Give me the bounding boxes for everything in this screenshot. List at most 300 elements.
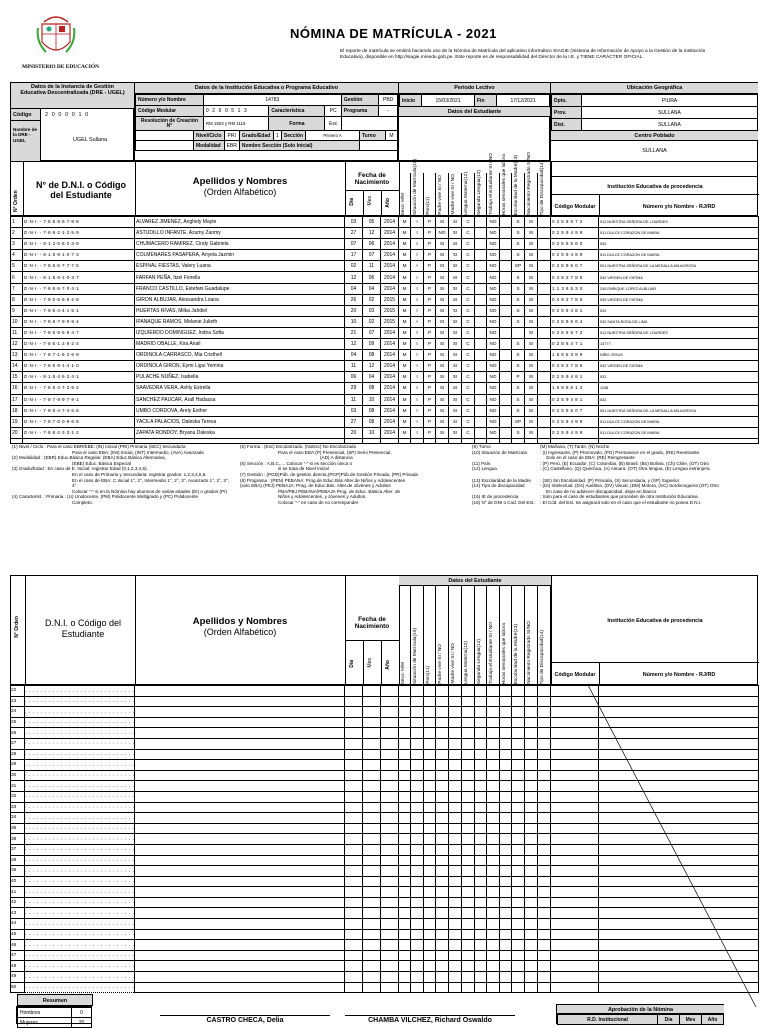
empty-cell (25, 728, 135, 739)
row-number: 13 (11, 350, 23, 361)
empty-cell (538, 855, 551, 866)
student-mv: SI (449, 339, 462, 350)
empty-cell (345, 707, 363, 718)
student-s: M (399, 361, 411, 372)
student-nr: SI (525, 416, 538, 427)
disclaimer: El reporte de matrícula se emitirá haciendo uso de la Nómina de Matrícula del aplicativo informático SIAGIE (Sistema de Información de Apoyo a la Gestión de la Institución Educativa), disponible en http://siagie.minedu.gob.pe. Este reporte es de responsabilidad del Director de la I.E. y TIENE CARÁCTER OFICIAL. (340, 49, 706, 60)
empty-cell (424, 908, 436, 919)
prev-codmod: 0 2 5 9 4 8 1 (551, 372, 599, 383)
empty-cell (363, 813, 381, 824)
student-mv: SI (449, 239, 462, 250)
prev-codmod: 0 4 9 2 7 8 5 (551, 272, 599, 283)
prev-school: 532 (599, 372, 759, 383)
student-em: S (512, 427, 525, 438)
col-dni: N° de D.N.I. o Código del Estudiante (35, 180, 127, 200)
student-s: M (399, 383, 411, 394)
empty-cell (487, 897, 500, 908)
table-row (11, 250, 759, 261)
empty-cell (475, 919, 487, 930)
empty-cell (551, 438, 599, 443)
student-s: M (399, 261, 411, 272)
student-pv: SI (436, 305, 449, 316)
birth-day: 17 (345, 250, 363, 261)
empty-cell (424, 844, 436, 855)
empty-cell (424, 813, 436, 824)
empty-cell (411, 738, 424, 749)
prev-school: 512 NUESTRA SEÑORA DE LOURDES (599, 217, 759, 228)
student-pais: P (424, 305, 436, 316)
empty-cell (363, 717, 381, 728)
legend-line: Niños y Adolescentes, y Jóvenes y Adultos. (278, 494, 367, 500)
empty-cell (381, 834, 399, 845)
prev-school: 530 VIRGEN DE FATIMA (599, 294, 759, 305)
birth-month: 07 (363, 327, 381, 338)
legend-line: Para el caso EBA: (INI) Inicial, (INT) Intermedio, (AVA) Avanzado (72, 449, 204, 455)
row-number: 3 (11, 239, 23, 250)
empty-cell (538, 919, 551, 930)
prev-codmod: 0 2 5 9 5 6 4 (551, 316, 599, 327)
student-tr: NO (487, 239, 500, 250)
empty-cell (487, 972, 500, 983)
empty-cell (411, 972, 424, 983)
empty-cell (411, 823, 424, 834)
empty-cell (449, 802, 462, 813)
row-number: 17 (11, 394, 23, 405)
student-sl (475, 316, 487, 327)
legend-line: En el caso de EBA: C.Inicial 1°, 2°, Intermedio 1°, 2°, 3°, Avanzado 1°, 2°, 3°, 4° (72, 477, 230, 489)
legend-line: En el caso de Primaria y Secundaria: registrar grados: 1,2,3,4,5,6. (72, 471, 207, 477)
empty-cell (525, 717, 538, 728)
empty-cell (436, 844, 449, 855)
aprobacion-title: Aprobación de la Nómina (557, 1005, 724, 1014)
empty-cell (500, 972, 512, 983)
student-td (538, 339, 551, 350)
empty-cell (399, 438, 411, 443)
empty-cell (345, 823, 363, 834)
turno-label: Turno (360, 131, 386, 141)
vertical-header-label: Horas semanales que labora (502, 622, 507, 684)
empty-cell (25, 760, 135, 771)
birth-month: 06 (363, 239, 381, 250)
empty-row-number: 34 (11, 813, 25, 824)
empty-row-number: 35 (11, 823, 25, 834)
mujeres-label: Mujeres (18, 1018, 72, 1028)
empty-cell (399, 876, 411, 887)
student-s: M (399, 405, 411, 416)
empty-cell (411, 897, 424, 908)
student-table (10, 216, 759, 444)
empty-row-number: 45 (11, 929, 25, 940)
student-tr: NO (487, 350, 500, 361)
empty-cell (381, 781, 399, 792)
empty-cell (462, 897, 475, 908)
empty-cell (538, 696, 551, 707)
student-lm: C (462, 405, 475, 416)
empty-cell (475, 717, 487, 728)
empty-cell (436, 770, 449, 781)
empty-row-number: 50 (11, 982, 25, 993)
student-sl (475, 327, 487, 338)
birth-day: 29 (345, 383, 363, 394)
empty-cell (512, 802, 525, 813)
empty-cell (399, 802, 411, 813)
codigo-label: Código (11, 109, 41, 121)
student-hr (500, 217, 512, 228)
empty-cell (500, 844, 512, 855)
birth-year: 2014 (381, 394, 399, 405)
empty-cell (449, 813, 462, 824)
empty-cell (487, 876, 500, 887)
director-signature: CASTRO CHECA, Delia (206, 1017, 284, 1024)
empty-cell (449, 940, 462, 951)
empty-cell (525, 961, 538, 972)
student-nr: SI (525, 361, 538, 372)
legend-line: (16) N° de DNI o Cod. Del Est.: (472, 499, 536, 505)
vertical-header-3 (436, 173, 449, 217)
student-sit: I (411, 427, 424, 438)
legend-line: (4) Caracterist. : Primaria : (U) Unidocente, (PM) Polidocente Multigrado y (PC) Polidocente (12, 494, 199, 500)
vertical-header-9 (512, 586, 525, 686)
birth-month: 05 (363, 217, 381, 228)
aprobacion-block (556, 1004, 724, 1024)
empty-cell (462, 717, 475, 728)
student-pv: SI (436, 316, 449, 327)
empty-cell (424, 438, 436, 443)
empty-cell (345, 728, 363, 739)
empty-cell (487, 781, 500, 792)
empty-cell (525, 866, 538, 877)
student-s: M (399, 339, 411, 350)
empty-cell (25, 887, 135, 898)
vertical-header-label: Sexo: H/M (401, 661, 406, 684)
empty-cell (363, 749, 381, 760)
seccion-label: Sección (281, 131, 305, 141)
empty-cell (487, 760, 500, 771)
empty-cell (135, 707, 345, 718)
empty-cell (538, 929, 551, 940)
student-td (538, 261, 551, 272)
birth-year: 2014 (381, 405, 399, 416)
empty-cell (23, 438, 135, 443)
prev-school: 532 (599, 394, 759, 405)
student-s: M (399, 250, 411, 261)
empty-cell (424, 770, 436, 781)
empty-cell (399, 897, 411, 908)
student-hr (500, 383, 512, 394)
empty-cell (487, 686, 500, 697)
empty-cell (538, 950, 551, 961)
empty-cell (363, 929, 381, 940)
empty-cell (525, 897, 538, 908)
empty-cell (462, 908, 475, 919)
empty-cell (475, 823, 487, 834)
grado-label: Grado/Edad (239, 131, 273, 141)
empty-cell (525, 982, 538, 993)
empty-cell (449, 950, 462, 961)
col-mes-2: Mes (367, 658, 373, 668)
empty-cell (424, 855, 436, 866)
empty-cell (449, 696, 462, 707)
student-lm: C (462, 394, 475, 405)
legend-line: : (I) Ingresante, (P) Promovido, (PG) Permanece en el grado, (RE) Reentrante. (540, 449, 701, 455)
empty-cell (525, 972, 538, 983)
birth-day: 12 (345, 272, 363, 283)
empty-cell (538, 972, 551, 983)
empty-cell (135, 855, 345, 866)
student-td (538, 250, 551, 261)
empty-cell (345, 813, 363, 824)
prev-codmod: 0 2 5 9 5 7 2 (551, 217, 599, 228)
student-nr: SI (525, 283, 538, 294)
student-pais: P (424, 405, 436, 416)
empty-cell (500, 823, 512, 834)
empty-cell (436, 876, 449, 887)
empty-cell (436, 897, 449, 908)
student-em: S (512, 239, 525, 250)
student-pv: SI (436, 261, 449, 272)
student-td (538, 383, 551, 394)
empty-cell (449, 686, 462, 697)
empty-cell (487, 728, 500, 739)
empty-cell (399, 855, 411, 866)
col-dia: Día (349, 198, 355, 206)
student-dni: D·N·I· - 7·8·7·6·0·9·6·8 (23, 416, 135, 427)
student-tr: NO (487, 294, 500, 305)
student-hr (500, 272, 512, 283)
empty-row-number: 28 (11, 749, 25, 760)
empty-cell (500, 813, 512, 824)
empty-cell (25, 844, 135, 855)
empty-cell (599, 438, 759, 443)
empty-cell (500, 961, 512, 972)
empty-cell (381, 929, 399, 940)
empty-cell (381, 749, 399, 760)
student-dni: D·N·I· - 7·9·5·4·4·1·5·1 (23, 305, 135, 316)
birth-year: 2014 (381, 361, 399, 372)
student-name: ESPINAL FIESTAS, Valery Luana (135, 261, 345, 272)
empty-cell (525, 950, 538, 961)
vertical-header-label: Nacimiento Registrado SI/NO (527, 621, 532, 684)
student-nr: SI (525, 272, 538, 283)
legend-col-3 (472, 444, 542, 506)
vertical-headers (399, 135, 551, 217)
dist-label: Dist. (552, 119, 582, 131)
empty-row-number: 37 (11, 844, 25, 855)
empty-cell (436, 717, 449, 728)
student-nr: SI (525, 405, 538, 416)
empty-cell (538, 749, 551, 760)
empty-cell (436, 823, 449, 834)
row-number: 15 (11, 372, 23, 383)
student-em: S (512, 294, 525, 305)
birth-month: 12 (363, 228, 381, 239)
empty-cell (487, 929, 500, 940)
student-em: S (512, 228, 525, 239)
student-sl (475, 272, 487, 283)
empty-cell (525, 707, 538, 718)
hombres-value: 0 (72, 1008, 92, 1018)
empty-cell (475, 866, 487, 877)
row-number: 14 (11, 361, 23, 372)
empty-cell (475, 940, 487, 951)
student-lm: C (462, 239, 475, 250)
birth-day: 06 (345, 372, 363, 383)
student-pv: SI (436, 361, 449, 372)
vertical-header-3 (436, 586, 449, 686)
empty-cell (449, 438, 462, 443)
empty-cell (512, 760, 525, 771)
student-mv: SI (449, 405, 462, 416)
empty-cell (363, 686, 381, 697)
student-lm: C (462, 283, 475, 294)
student-hr (500, 239, 512, 250)
empty-cell (381, 760, 399, 771)
empty-cell (449, 834, 462, 845)
empty-cell (135, 876, 345, 887)
student-mv: SI (449, 394, 462, 405)
empty-cell (475, 929, 487, 940)
docente-signature: CHAMBA VILCHEZ, Richard Oswaldo (368, 1017, 492, 1024)
student-sl (475, 394, 487, 405)
student-s: M (399, 217, 411, 228)
col-mes: Mes (367, 196, 373, 206)
programa-label: Programa (341, 106, 378, 117)
empty-cell (462, 950, 475, 961)
rd-label: R.D. Institucional (558, 1015, 658, 1025)
empty-cell (500, 438, 512, 443)
empty-cell (381, 707, 399, 718)
birth-day: 21 (345, 327, 363, 338)
empty-cell (345, 438, 363, 443)
empty-cell (411, 770, 424, 781)
empty-row-number: 25 (11, 717, 25, 728)
vertical-header-1 (411, 586, 424, 686)
empty-cell (525, 887, 538, 898)
row-number: 12 (11, 339, 23, 350)
gestion-label: Gestión (341, 95, 378, 106)
student-s: M (399, 294, 411, 305)
empty-cell (436, 813, 449, 824)
empty-cell (135, 738, 345, 749)
table-row (11, 339, 759, 350)
table-row (11, 416, 759, 427)
empty-cell (381, 696, 399, 707)
empty-cell (135, 929, 345, 940)
student-sit: I (411, 372, 424, 383)
empty-cell (449, 876, 462, 887)
birth-year: 2014 (381, 427, 399, 438)
prev-codmod: 1 5 6 5 3 9 9 (551, 350, 599, 361)
table-row (11, 261, 759, 272)
empty-cell (525, 438, 538, 443)
student-name: FARFAN PEÑA, Itzel Fiorella (135, 272, 345, 283)
student-name: CHUMACERO RAMIREZ, Cindy Gabriela (135, 239, 345, 250)
student-lm: C (462, 361, 475, 372)
table-row (11, 294, 759, 305)
student-s: M (399, 394, 411, 405)
student-tr: NO (487, 316, 500, 327)
student-lm: C (462, 427, 475, 438)
empty-cell (399, 696, 411, 707)
birth-month: 08 (363, 383, 381, 394)
student-name: UMBO CORDOVA, Arely Esther (135, 405, 345, 416)
legend-line: (8) Programa : (PEN) PEBANA: Prog.de Educ.Bás.Alter.de Niños y Adolescentes (240, 477, 405, 483)
vertical-header-label: Padre vive SI / NO (438, 175, 443, 215)
empty-cell (135, 717, 345, 728)
empty-cell (512, 834, 525, 845)
resol-value: RM 1503 y RM 1118 (203, 117, 269, 131)
turno-value: M (386, 131, 398, 141)
row-number: 10 (11, 316, 23, 327)
empty-cell (500, 982, 512, 993)
student-pais: P (424, 272, 436, 283)
vertical-header-6 (475, 169, 487, 217)
empty-cell (462, 844, 475, 855)
empty-cell (449, 707, 462, 718)
empty-cell (436, 940, 449, 951)
student-hr (500, 261, 512, 272)
empty-cell (462, 929, 475, 940)
empty-cell (436, 929, 449, 940)
gestion-value: PBD (379, 95, 398, 106)
col-orden-2: N° Orden (14, 616, 20, 638)
student-sit: I (411, 272, 424, 283)
empty-row-number: 42 (11, 897, 25, 908)
empty-cell (475, 728, 487, 739)
col-fecha: Fecha de Nacimiento (354, 172, 390, 187)
empty-cell (475, 897, 487, 908)
student-tr: NO (487, 327, 500, 338)
empty-cell (475, 438, 487, 443)
table-row (11, 405, 759, 416)
empty-cell (399, 844, 411, 855)
student-dni: D·N·I· - 8·1·2·5·5·2·3·9 (23, 239, 135, 250)
empty-cell (512, 950, 525, 961)
student-pais: P (424, 294, 436, 305)
col-dni-2: D.N.I. o Código del Estudiante (44, 618, 122, 639)
empty-cell (487, 696, 500, 707)
empty-cell (345, 844, 363, 855)
cancel-diagonal (588, 685, 758, 1007)
birth-day: 20 (345, 305, 363, 316)
prev-school: 245 ENRIQUE LOPEZ ALBUJAR (599, 283, 759, 294)
prev-codmod: 1 1 3 6 5 3 0 (551, 283, 599, 294)
table-row (11, 239, 759, 250)
empty-cell (500, 717, 512, 728)
prev-codmod: 0 2 5 9 4 9 9 (551, 250, 599, 261)
empty-cell (25, 781, 135, 792)
student-mv: SI (449, 272, 462, 283)
empty-cell (345, 781, 363, 792)
empty-cell (345, 791, 363, 802)
empty-cell (525, 813, 538, 824)
empty-cell (436, 950, 449, 961)
empty-cell (436, 961, 449, 972)
prev-school: 501 NUESTRA SEÑORA DE LA MEDALLA MILAGROSA (599, 405, 759, 416)
empty-cell (538, 738, 551, 749)
col-nombres-sub-2: (Orden Alfabético) (203, 627, 277, 637)
legend-line: : (P) Perú, (E) Ecuador, (C) Colombia, (B) Brasil, (Bo) Bolivia, (Ch) Chile, (OT) Otro (540, 460, 709, 466)
empty-row-number: 39 (11, 866, 25, 877)
empty-cell (424, 940, 436, 951)
empty-cell (449, 728, 462, 739)
empty-cell (363, 823, 381, 834)
empty-cell (424, 749, 436, 760)
empty-cell (525, 940, 538, 951)
empty-cell (436, 696, 449, 707)
empty-cell (436, 749, 449, 760)
student-tr: NO (487, 394, 500, 405)
